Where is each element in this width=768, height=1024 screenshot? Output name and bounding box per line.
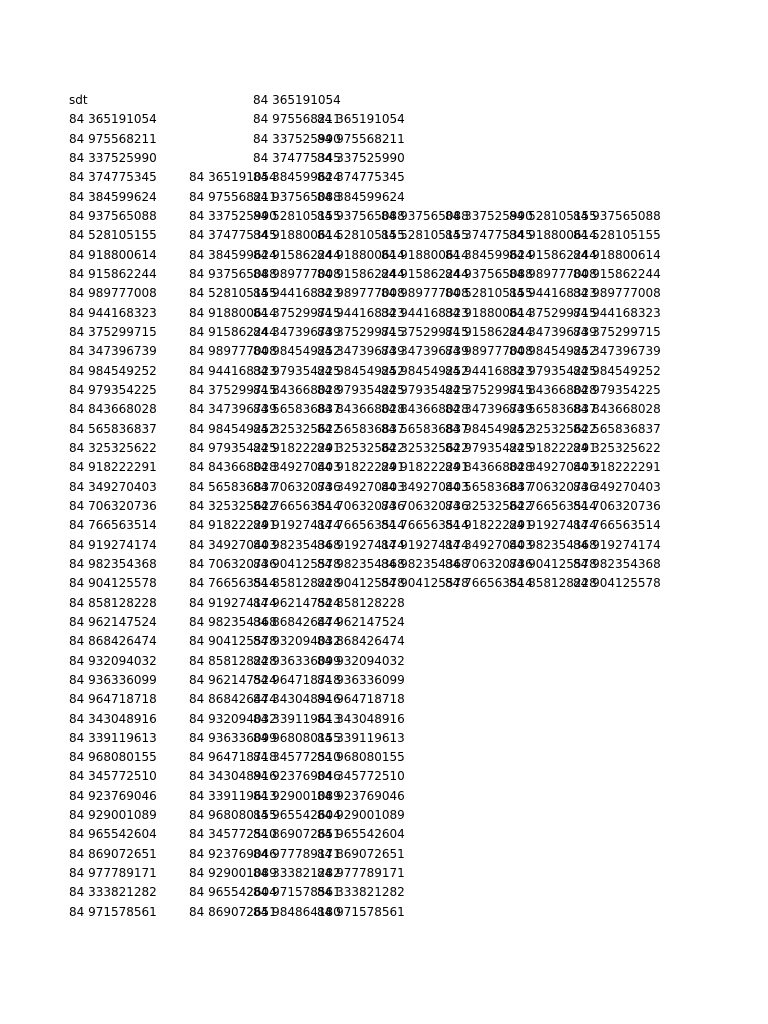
sheet-cell[interactable]: 84 365191054 xyxy=(253,93,341,107)
sheet-cell[interactable]: 84 375299715 xyxy=(69,324,157,339)
sheet-cell[interactable]: 84 977789171 xyxy=(69,866,157,881)
sheet-cell[interactable]: 84 843668028 xyxy=(509,382,597,397)
sheet-cell[interactable]: 84 968080155 xyxy=(189,808,277,823)
sheet-cell[interactable]: 84 904125578 xyxy=(253,556,341,571)
sheet-cell[interactable]: 84 918222291 xyxy=(69,460,157,475)
sheet-cell[interactable]: 84 918800614 xyxy=(69,247,157,262)
sheet-cell[interactable]: 84 936336099 xyxy=(317,672,405,687)
sheet-cell[interactable]: 84 904125578 xyxy=(69,576,157,591)
sheet-cell[interactable]: 84 706320736 xyxy=(573,498,661,513)
sheet-cell[interactable]: 84 333821282 xyxy=(253,866,341,881)
sheet-cell[interactable]: 84 528105155 xyxy=(445,286,533,301)
sheet-cell[interactable]: 84 347396739 xyxy=(253,324,341,339)
sheet-cell[interactable]: 84 923769046 xyxy=(253,769,341,784)
sheet-cell[interactable]: 84 977789171 xyxy=(253,846,341,861)
sheet-cell[interactable]: 84 979354225 xyxy=(69,382,157,397)
sheet-cell[interactable]: 84 968080155 xyxy=(253,730,341,745)
sheet-cell[interactable]: 84 374775345 xyxy=(317,170,405,185)
sheet-cell[interactable]: 84 325325622 xyxy=(189,498,277,513)
sheet-cell[interactable]: 84 349270403 xyxy=(317,479,405,494)
sheet-cell[interactable]: 84 766563514 xyxy=(381,518,469,533)
sheet-cell[interactable]: 84 375299715 xyxy=(573,324,661,339)
sheet-cell[interactable]: 84 565836837 xyxy=(509,402,597,417)
sheet-cell[interactable]: 84 868426474 xyxy=(189,692,277,707)
sheet-cell[interactable]: 84 384599624 xyxy=(69,189,157,204)
sheet-cell[interactable]: 84 915862244 xyxy=(509,247,597,262)
sheet-cell[interactable]: 84 923769046 xyxy=(189,846,277,861)
sheet-cell[interactable]: 84 989777008 xyxy=(253,266,341,281)
sheet-cell[interactable]: 84 989777008 xyxy=(509,266,597,281)
sheet-cell[interactable]: 84 904125578 xyxy=(573,576,661,591)
sheet-cell[interactable]: sdt xyxy=(69,93,88,107)
sheet-cell[interactable]: 84 869072651 xyxy=(317,846,405,861)
sheet-cell[interactable]: 84 337525990 xyxy=(189,208,277,223)
sheet-cell[interactable]: 84 971578561 xyxy=(317,904,405,919)
sheet-cell[interactable]: 84 337525990 xyxy=(445,208,533,223)
sheet-cell[interactable]: 84 944168323 xyxy=(189,363,277,378)
sheet-cell[interactable]: 84 989777008 xyxy=(445,344,533,359)
sheet-cell[interactable]: 84 918800614 xyxy=(253,228,341,243)
sheet-cell[interactable]: 84 375299715 xyxy=(253,305,341,320)
sheet-cell[interactable]: 84 375299715 xyxy=(189,382,277,397)
sheet-cell[interactable]: 84 979354225 xyxy=(317,382,405,397)
sheet-cell[interactable]: 84 979354225 xyxy=(445,440,533,455)
sheet-cell[interactable]: 84 937565088 xyxy=(189,266,277,281)
sheet-cell[interactable]: 84 337525990 xyxy=(253,131,341,146)
sheet-cell[interactable]: 84 349270403 xyxy=(445,537,533,552)
sheet-cell[interactable]: 84 919274174 xyxy=(317,537,405,552)
sheet-cell[interactable]: 84 989777008 xyxy=(69,286,157,301)
sheet-cell[interactable]: 84 944168323 xyxy=(445,363,533,378)
sheet-cell[interactable]: 84 929001089 xyxy=(317,808,405,823)
sheet-cell[interactable]: 84 374775345 xyxy=(445,228,533,243)
sheet-cell[interactable]: 84 343048916 xyxy=(69,711,157,726)
sheet-cell[interactable]: 84 915862244 xyxy=(317,266,405,281)
sheet-cell[interactable]: 84 975568211 xyxy=(253,112,341,127)
sheet-cell[interactable]: 84 904125578 xyxy=(509,556,597,571)
sheet-cell[interactable]: 84 915862244 xyxy=(381,266,469,281)
sheet-cell[interactable]: 84 337525990 xyxy=(317,150,405,165)
sheet-cell[interactable]: 84 528105155 xyxy=(573,228,661,243)
sheet-cell[interactable]: 84 975568211 xyxy=(189,189,277,204)
sheet-cell[interactable]: 84 565836837 xyxy=(381,421,469,436)
sheet-cell[interactable]: 84 968080155 xyxy=(69,750,157,765)
sheet-cell[interactable]: 84 349270403 xyxy=(381,479,469,494)
sheet-cell[interactable]: 84 918222291 xyxy=(189,518,277,533)
sheet-cell[interactable]: 84 766563514 xyxy=(445,576,533,591)
sheet-cell[interactable]: 84 343048916 xyxy=(317,711,405,726)
sheet-cell[interactable]: 84 325325622 xyxy=(381,440,469,455)
sheet-cell[interactable]: 84 325325622 xyxy=(445,498,533,513)
sheet-cell[interactable]: 84 384599624 xyxy=(189,247,277,262)
sheet-cell[interactable]: 84 325325622 xyxy=(69,440,157,455)
sheet-cell[interactable]: 84 528105155 xyxy=(509,208,597,223)
sheet-cell[interactable]: 84 923769046 xyxy=(317,788,405,803)
sheet-cell[interactable]: 84 858128228 xyxy=(317,595,405,610)
sheet-cell[interactable]: 84 918222291 xyxy=(381,460,469,475)
sheet-cell[interactable]: 84 349270403 xyxy=(573,479,661,494)
sheet-cell[interactable]: 84 937565088 xyxy=(253,189,341,204)
sheet-cell[interactable]: 84 936336099 xyxy=(253,653,341,668)
sheet-cell[interactable]: 84 343048916 xyxy=(189,769,277,784)
sheet-cell[interactable]: 84 528105155 xyxy=(189,286,277,301)
sheet-cell[interactable]: 84 325325622 xyxy=(253,421,341,436)
sheet-cell[interactable]: 84 984549252 xyxy=(69,363,157,378)
sheet-cell[interactable]: 84 325325622 xyxy=(573,440,661,455)
sheet-cell[interactable]: 84 858128228 xyxy=(253,576,341,591)
sheet-cell[interactable]: 84 965542604 xyxy=(317,827,405,842)
sheet-cell[interactable]: 84 937565088 xyxy=(381,208,469,223)
sheet-cell[interactable]: 84 918222291 xyxy=(317,460,405,475)
sheet-cell[interactable]: 84 918800614 xyxy=(381,247,469,262)
sheet-cell[interactable]: 84 971578561 xyxy=(69,904,157,919)
sheet-cell[interactable]: 84 918222291 xyxy=(573,460,661,475)
sheet-cell[interactable]: 84 375299715 xyxy=(445,382,533,397)
sheet-cell[interactable]: 84 843668028 xyxy=(573,402,661,417)
sheet-cell[interactable]: 84 843668028 xyxy=(253,382,341,397)
sheet-cell[interactable]: 84 989777008 xyxy=(317,286,405,301)
sheet-cell[interactable]: 84 706320736 xyxy=(317,498,405,513)
sheet-cell[interactable]: 84 347396739 xyxy=(381,344,469,359)
sheet-cell[interactable]: 84 766563514 xyxy=(69,518,157,533)
sheet-cell[interactable]: 84 923769046 xyxy=(69,788,157,803)
sheet-cell[interactable]: 84 964718718 xyxy=(69,692,157,707)
sheet-cell[interactable]: 84 982354368 xyxy=(381,556,469,571)
sheet-cell[interactable]: 84 339119613 xyxy=(189,788,277,803)
sheet-cell[interactable]: 84 989777008 xyxy=(381,286,469,301)
sheet-cell[interactable]: 84 337525990 xyxy=(69,150,157,165)
sheet-cell[interactable]: 84 964718718 xyxy=(189,750,277,765)
sheet-cell[interactable]: 84 982354368 xyxy=(317,556,405,571)
sheet-cell[interactable]: 84 975568211 xyxy=(69,131,157,146)
sheet-cell[interactable]: 84 347396739 xyxy=(573,344,661,359)
sheet-cell[interactable]: 84 345772510 xyxy=(317,769,405,784)
sheet-cell[interactable]: 84 349270403 xyxy=(253,460,341,475)
sheet-cell[interactable]: 84 915862244 xyxy=(573,266,661,281)
sheet-cell[interactable]: 84 962147524 xyxy=(189,672,277,687)
sheet-cell[interactable]: 84 706320736 xyxy=(189,556,277,571)
sheet-cell[interactable]: 84 918800614 xyxy=(445,305,533,320)
sheet-cell[interactable]: 84 915862244 xyxy=(253,247,341,262)
sheet-cell[interactable]: 84 965542604 xyxy=(69,827,157,842)
sheet-cell[interactable]: 84 918222291 xyxy=(445,518,533,533)
sheet-cell[interactable]: 84 869072651 xyxy=(69,846,157,861)
sheet-cell[interactable]: 84 345772510 xyxy=(253,750,341,765)
sheet-cell[interactable]: 84 869072651 xyxy=(253,827,341,842)
sheet-cell[interactable]: 84 766563514 xyxy=(189,576,277,591)
sheet-cell[interactable]: 84 965542604 xyxy=(253,808,341,823)
sheet-cell[interactable]: 84 962147524 xyxy=(317,614,405,629)
sheet-cell[interactable]: 84 979354225 xyxy=(253,363,341,378)
sheet-cell[interactable]: 84 374775345 xyxy=(253,150,341,165)
sheet-cell[interactable]: 84 979354225 xyxy=(573,382,661,397)
sheet-cell[interactable]: 84 345772510 xyxy=(189,827,277,842)
sheet-cell[interactable]: 84 918800614 xyxy=(317,247,405,262)
sheet-cell[interactable]: 84 375299715 xyxy=(317,324,405,339)
sheet-cell[interactable]: 84 944168323 xyxy=(69,305,157,320)
sheet-cell[interactable]: 84 964718718 xyxy=(317,692,405,707)
sheet-cell[interactable]: 84 932094032 xyxy=(253,634,341,649)
sheet-cell[interactable]: 84 965542604 xyxy=(189,885,277,900)
sheet-cell[interactable]: 84 843668028 xyxy=(381,402,469,417)
sheet-cell[interactable]: 84 528105155 xyxy=(381,228,469,243)
sheet-cell[interactable]: 84 375299715 xyxy=(381,324,469,339)
sheet-cell[interactable]: 84 858128228 xyxy=(69,595,157,610)
sheet-cell[interactable]: 84 918800614 xyxy=(189,305,277,320)
sheet-cell[interactable]: 84 977789171 xyxy=(317,866,405,881)
sheet-cell[interactable]: 84 919274174 xyxy=(69,537,157,552)
sheet-cell[interactable]: 84 984549252 xyxy=(573,363,661,378)
sheet-cell[interactable]: 84 565836837 xyxy=(445,479,533,494)
sheet-cell[interactable]: 84 968080155 xyxy=(317,750,405,765)
sheet-cell[interactable]: 84 982354368 xyxy=(573,556,661,571)
sheet-cell[interactable]: 84 766563514 xyxy=(509,498,597,513)
sheet-cell[interactable]: 84 979354225 xyxy=(381,382,469,397)
sheet-cell[interactable]: 84 868426474 xyxy=(253,614,341,629)
sheet-cell[interactable]: 84 915862244 xyxy=(189,324,277,339)
sheet-cell[interactable]: 84 982354368 xyxy=(69,556,157,571)
sheet-cell[interactable]: 84 766563514 xyxy=(573,518,661,533)
sheet-cell[interactable]: 84 349270403 xyxy=(69,479,157,494)
sheet-cell[interactable]: 84 915862244 xyxy=(69,266,157,281)
sheet-cell[interactable]: 84 918800614 xyxy=(509,228,597,243)
sheet-cell[interactable]: 84 365191054 xyxy=(189,170,277,185)
sheet-cell[interactable]: 84 375299715 xyxy=(509,305,597,320)
sheet-cell[interactable]: 84 971578561 xyxy=(253,885,341,900)
sheet-cell[interactable]: 84 565836837 xyxy=(573,421,661,436)
sheet-cell[interactable]: 84 858128228 xyxy=(509,576,597,591)
sheet-cell[interactable]: 84 904125578 xyxy=(381,576,469,591)
sheet-cell[interactable]: 84 706320736 xyxy=(253,479,341,494)
sheet-cell[interactable]: 84 984549252 xyxy=(253,344,341,359)
sheet-cell[interactable]: 84 706320736 xyxy=(509,479,597,494)
sheet-cell[interactable]: 84 919274174 xyxy=(253,518,341,533)
sheet-cell[interactable]: 84 984549252 xyxy=(317,363,405,378)
sheet-cell[interactable]: 84 932094032 xyxy=(189,711,277,726)
sheet-cell[interactable]: 84 384599624 xyxy=(253,170,341,185)
sheet-cell[interactable]: 84 565836837 xyxy=(69,421,157,436)
sheet-cell[interactable]: 84 333821282 xyxy=(69,885,157,900)
sheet-cell[interactable]: 84 975568211 xyxy=(317,131,405,146)
sheet-cell[interactable]: 84 929001089 xyxy=(189,866,277,881)
sheet-cell[interactable]: 84 339119613 xyxy=(253,711,341,726)
sheet-cell[interactable]: 84 982354368 xyxy=(509,537,597,552)
sheet-cell[interactable]: 84 937565088 xyxy=(445,266,533,281)
sheet-cell[interactable]: 84 528105155 xyxy=(317,228,405,243)
sheet-cell[interactable]: 84 325325622 xyxy=(317,440,405,455)
sheet-cell[interactable]: 84 962147524 xyxy=(69,614,157,629)
sheet-cell[interactable]: 84 333821282 xyxy=(317,885,405,900)
sheet-cell[interactable]: 84 347396739 xyxy=(509,324,597,339)
sheet-cell[interactable]: 84 347396739 xyxy=(445,402,533,417)
sheet-cell[interactable]: 84 347396739 xyxy=(69,344,157,359)
sheet-cell[interactable]: 84 979354225 xyxy=(189,440,277,455)
sheet-cell[interactable]: 84 989777008 xyxy=(189,344,277,359)
sheet-cell[interactable]: 84 869072651 xyxy=(189,904,277,919)
sheet-cell[interactable]: 84 919274174 xyxy=(573,537,661,552)
sheet-cell[interactable]: 84 349270403 xyxy=(509,460,597,475)
sheet-cell[interactable]: 84 984549252 xyxy=(445,421,533,436)
sheet-cell[interactable]: 84 944168323 xyxy=(317,305,405,320)
sheet-cell[interactable]: 84 979354225 xyxy=(509,363,597,378)
sheet-cell[interactable]: 84 706320736 xyxy=(445,556,533,571)
sheet-cell[interactable]: 84 929001089 xyxy=(69,808,157,823)
sheet-cell[interactable]: 84 706320736 xyxy=(381,498,469,513)
sheet-cell[interactable]: 84 325325622 xyxy=(509,421,597,436)
sheet-cell[interactable]: 84 937565088 xyxy=(573,208,661,223)
sheet-cell[interactable]: 84 918222291 xyxy=(509,440,597,455)
sheet-cell[interactable]: 84 982354368 xyxy=(189,614,277,629)
sheet-cell[interactable]: 84 347396739 xyxy=(317,344,405,359)
sheet-cell[interactable]: 84 528105155 xyxy=(253,208,341,223)
sheet-cell[interactable]: 84 528105155 xyxy=(69,228,157,243)
sheet-cell[interactable]: 84 962147524 xyxy=(253,595,341,610)
sheet-cell[interactable]: 84 982354368 xyxy=(253,537,341,552)
sheet-cell[interactable]: 84 565836837 xyxy=(317,421,405,436)
sheet-cell[interactable]: 84 964718718 xyxy=(253,672,341,687)
sheet-cell[interactable]: 84 984549252 xyxy=(509,344,597,359)
sheet-cell[interactable]: 84 932094032 xyxy=(317,653,405,668)
sheet-cell[interactable]: 84 766563514 xyxy=(253,498,341,513)
sheet-cell[interactable]: 84 384599624 xyxy=(317,189,405,204)
sheet-cell[interactable]: 84 944168323 xyxy=(381,305,469,320)
sheet-cell[interactable]: 84 929001089 xyxy=(253,788,341,803)
sheet-cell[interactable]: 84 858128228 xyxy=(189,653,277,668)
sheet-cell[interactable]: 84 918800614 xyxy=(573,247,661,262)
sheet-cell[interactable]: 84 915862244 xyxy=(445,324,533,339)
sheet-cell[interactable]: 84 937565088 xyxy=(69,208,157,223)
sheet-cell[interactable]: 84 365191054 xyxy=(317,112,405,127)
sheet-cell[interactable]: 84 374775345 xyxy=(189,228,277,243)
sheet-cell[interactable]: 84 843668028 xyxy=(69,402,157,417)
sheet-cell[interactable]: 84 343048916 xyxy=(253,692,341,707)
sheet-cell[interactable]: 84 843668028 xyxy=(189,460,277,475)
sheet-cell[interactable]: 84 984864180 xyxy=(253,904,341,919)
sheet-cell[interactable]: 84 339119613 xyxy=(69,730,157,745)
sheet-cell[interactable]: 84 868426474 xyxy=(69,634,157,649)
sheet-cell[interactable]: 84 766563514 xyxy=(317,518,405,533)
sheet-cell[interactable]: 84 936336099 xyxy=(189,730,277,745)
sheet-cell[interactable]: 84 565836837 xyxy=(189,479,277,494)
sheet-cell[interactable]: 84 919274174 xyxy=(509,518,597,533)
sheet-cell[interactable]: 84 565836837 xyxy=(253,402,341,417)
sheet-cell[interactable]: 84 919274174 xyxy=(189,595,277,610)
sheet-cell[interactable]: 84 345772510 xyxy=(69,769,157,784)
sheet-cell[interactable]: 84 843668028 xyxy=(317,402,405,417)
sheet-cell[interactable]: 84 984549252 xyxy=(381,363,469,378)
sheet-cell[interactable]: 84 944168323 xyxy=(509,286,597,301)
sheet-cell[interactable]: 84 936336099 xyxy=(69,672,157,687)
sheet-cell[interactable]: 84 918222291 xyxy=(253,440,341,455)
sheet-cell[interactable]: 84 904125578 xyxy=(189,634,277,649)
sheet-cell[interactable]: 84 984549252 xyxy=(189,421,277,436)
sheet-cell[interactable]: 84 904125578 xyxy=(317,576,405,591)
sheet-cell[interactable]: 84 989777008 xyxy=(573,286,661,301)
sheet-cell[interactable]: 84 944168323 xyxy=(573,305,661,320)
sheet-cell[interactable]: 84 843668028 xyxy=(445,460,533,475)
sheet-cell[interactable]: 84 937565088 xyxy=(317,208,405,223)
sheet-cell[interactable]: 84 365191054 xyxy=(69,112,157,127)
sheet-cell[interactable]: 84 347396739 xyxy=(189,402,277,417)
sheet-cell[interactable]: 84 706320736 xyxy=(69,498,157,513)
sheet-cell[interactable]: 84 944168323 xyxy=(253,286,341,301)
sheet-cell[interactable]: 84 374775345 xyxy=(69,170,157,185)
sheet-cell[interactable]: 84 384599624 xyxy=(445,247,533,262)
sheet-cell[interactable]: 84 919274174 xyxy=(381,537,469,552)
sheet-cell[interactable]: 84 339119613 xyxy=(317,730,405,745)
sheet-cell[interactable]: 84 349270403 xyxy=(189,537,277,552)
sheet-cell[interactable]: 84 932094032 xyxy=(69,653,157,668)
sheet-cell[interactable]: 84 868426474 xyxy=(317,634,405,649)
